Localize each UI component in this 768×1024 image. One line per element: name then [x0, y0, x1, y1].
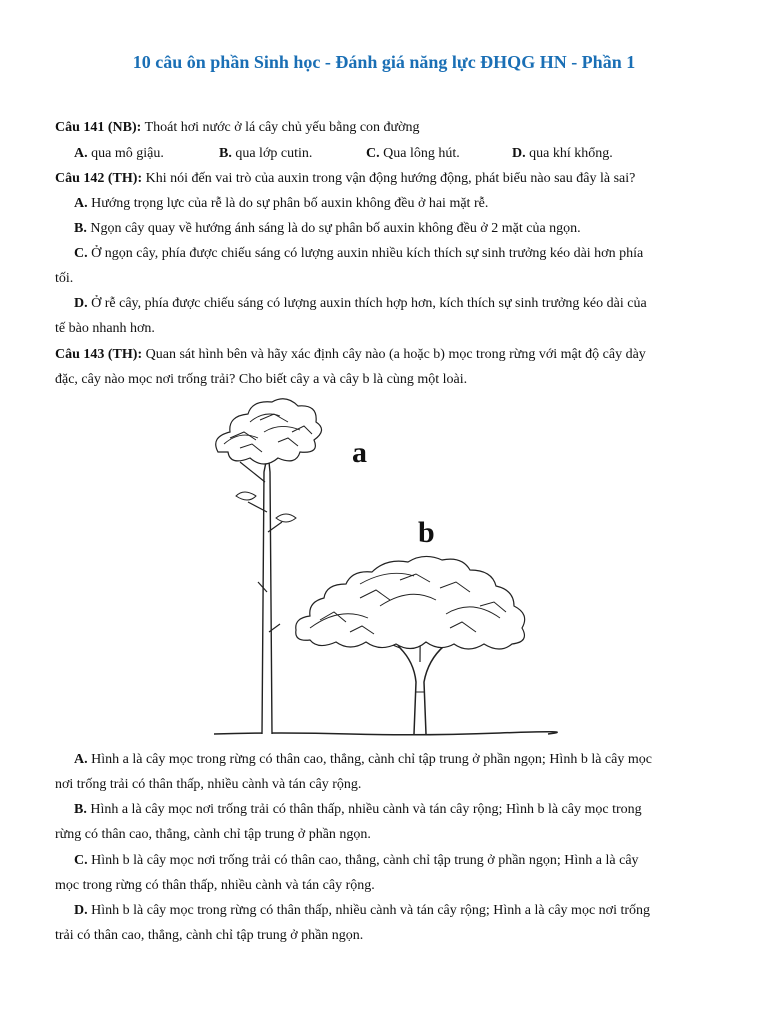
q142-option-d-cont: tế bào nhanh hơn. [55, 321, 155, 336]
q141-option-c [366, 145, 460, 163]
option-key: A. [74, 752, 88, 767]
option-text: Qua lông hút. [379, 146, 460, 161]
option-key: C. [74, 246, 88, 261]
option-text: qua khí khổng. [525, 146, 613, 161]
q141-option-d [512, 145, 613, 163]
label-b: b [418, 516, 435, 549]
option-key: D. [512, 146, 526, 161]
q143-option-d [74, 902, 650, 920]
option-key: A. [74, 196, 88, 211]
option-text: Hình a là cây mọc nơi trống trải có thân thấp, nhiều cành và tán cây rộng; Hình b là cây mọc trong [86, 802, 642, 817]
option-key: C. [74, 853, 88, 868]
question-text: Thoát hơi nước ở lá cây chủ yếu bằng con đường [141, 120, 420, 135]
option-text: Hình a là cây mọc trong rừng có thân cao, thẳng, cành chỉ tập trung ở phần ngọn; Hình b là cây mọc [87, 752, 652, 767]
option-text: Hình b là cây mọc nơi trống trải có thân cao, thẳng, cành chỉ tập trung ở phần ngọn; Hình a là cây [87, 853, 639, 868]
q143-option-a-cont: nơi trống trải có thân thấp, nhiều cành và tán cây rộng. [55, 777, 362, 792]
q142-option-c-cont: tối. [55, 271, 74, 286]
option-key: B. [219, 146, 232, 161]
option-key: B. [74, 221, 87, 236]
tree-figure [200, 392, 580, 744]
q143-option-d-cont: trải có thân cao, thẳng, cành chỉ tập trung ở phần ngọn. [55, 928, 364, 943]
question-143 [55, 346, 646, 364]
q143-option-c-cont: mọc trong rừng có thân thấp, nhiều cành và tán cây rộng. [55, 878, 375, 893]
q143-option-c [74, 852, 639, 870]
q142-option-a [74, 195, 488, 213]
option-text: qua lớp cutin. [231, 146, 313, 161]
question-text: Khi nói đến vai trò của auxin trong vận động hướng động, phát biểu nào sau đây là sai? [142, 171, 636, 186]
question-text: Quan sát hình bên và hãy xác định cây nào (a hoặc b) mọc trong rừng với mật độ cây dày [142, 347, 646, 362]
tree-a [216, 399, 322, 734]
q142-option-d [74, 295, 647, 313]
q142-option-c [74, 245, 643, 263]
option-text: Hướng trọng lực của rễ là do sự phân bố auxin không đều ở hai mặt rễ. [87, 196, 489, 211]
question-142 [55, 170, 635, 188]
q141-option-b [219, 145, 312, 163]
option-key: B. [74, 802, 87, 817]
option-text: Ở ngọn cây, phía được chiếu sáng có lượng auxin nhiều kích thích sự sinh trưởng kéo dài hơn phía [87, 246, 644, 261]
option-key: D. [74, 903, 88, 918]
option-text: Hình b là cây mọc trong rừng có thân thấp, nhiều cành và tán cây rộng; Hình a là cây mọc nơi trống [87, 903, 651, 918]
option-key: C. [366, 146, 380, 161]
option-text: Ở rễ cây, phía được chiếu sáng có lượng auxin thích hợp hơn, kích thích sự sinh trưởng kéo dài của [87, 296, 647, 311]
option-text: Ngọn cây quay về hướng ánh sáng là do sự phân bố auxin không đều ở 2 mặt của ngọn. [86, 221, 581, 236]
option-text: qua mô giậu. [87, 146, 164, 161]
q141-option-a [74, 145, 164, 163]
question-label: Câu 141 (NB): [55, 120, 142, 135]
question-143-cont: đặc, cây nào mọc nơi trống trải? Cho biết cây a và cây b là cùng một loài. [55, 372, 468, 387]
q143-option-b-cont: rừng có thân cao, thẳng, cành chỉ tập trung ở phần ngọn. [55, 827, 371, 842]
question-label: Câu 143 (TH): [55, 347, 143, 362]
option-key: D. [74, 296, 88, 311]
q142-option-b [74, 220, 581, 238]
tree-illustration [200, 392, 580, 744]
label-a: a [352, 436, 367, 469]
question-label: Câu 142 (TH): [55, 171, 143, 186]
question-141 [55, 119, 420, 137]
q143-option-a [74, 751, 652, 769]
option-key: A. [74, 146, 88, 161]
tree-b [296, 556, 525, 734]
page-title: 10 câu ôn phần Sinh học - Đánh giá năng lực ĐHQG HN - Phần 1 [132, 52, 636, 72]
q143-option-b [74, 801, 642, 819]
